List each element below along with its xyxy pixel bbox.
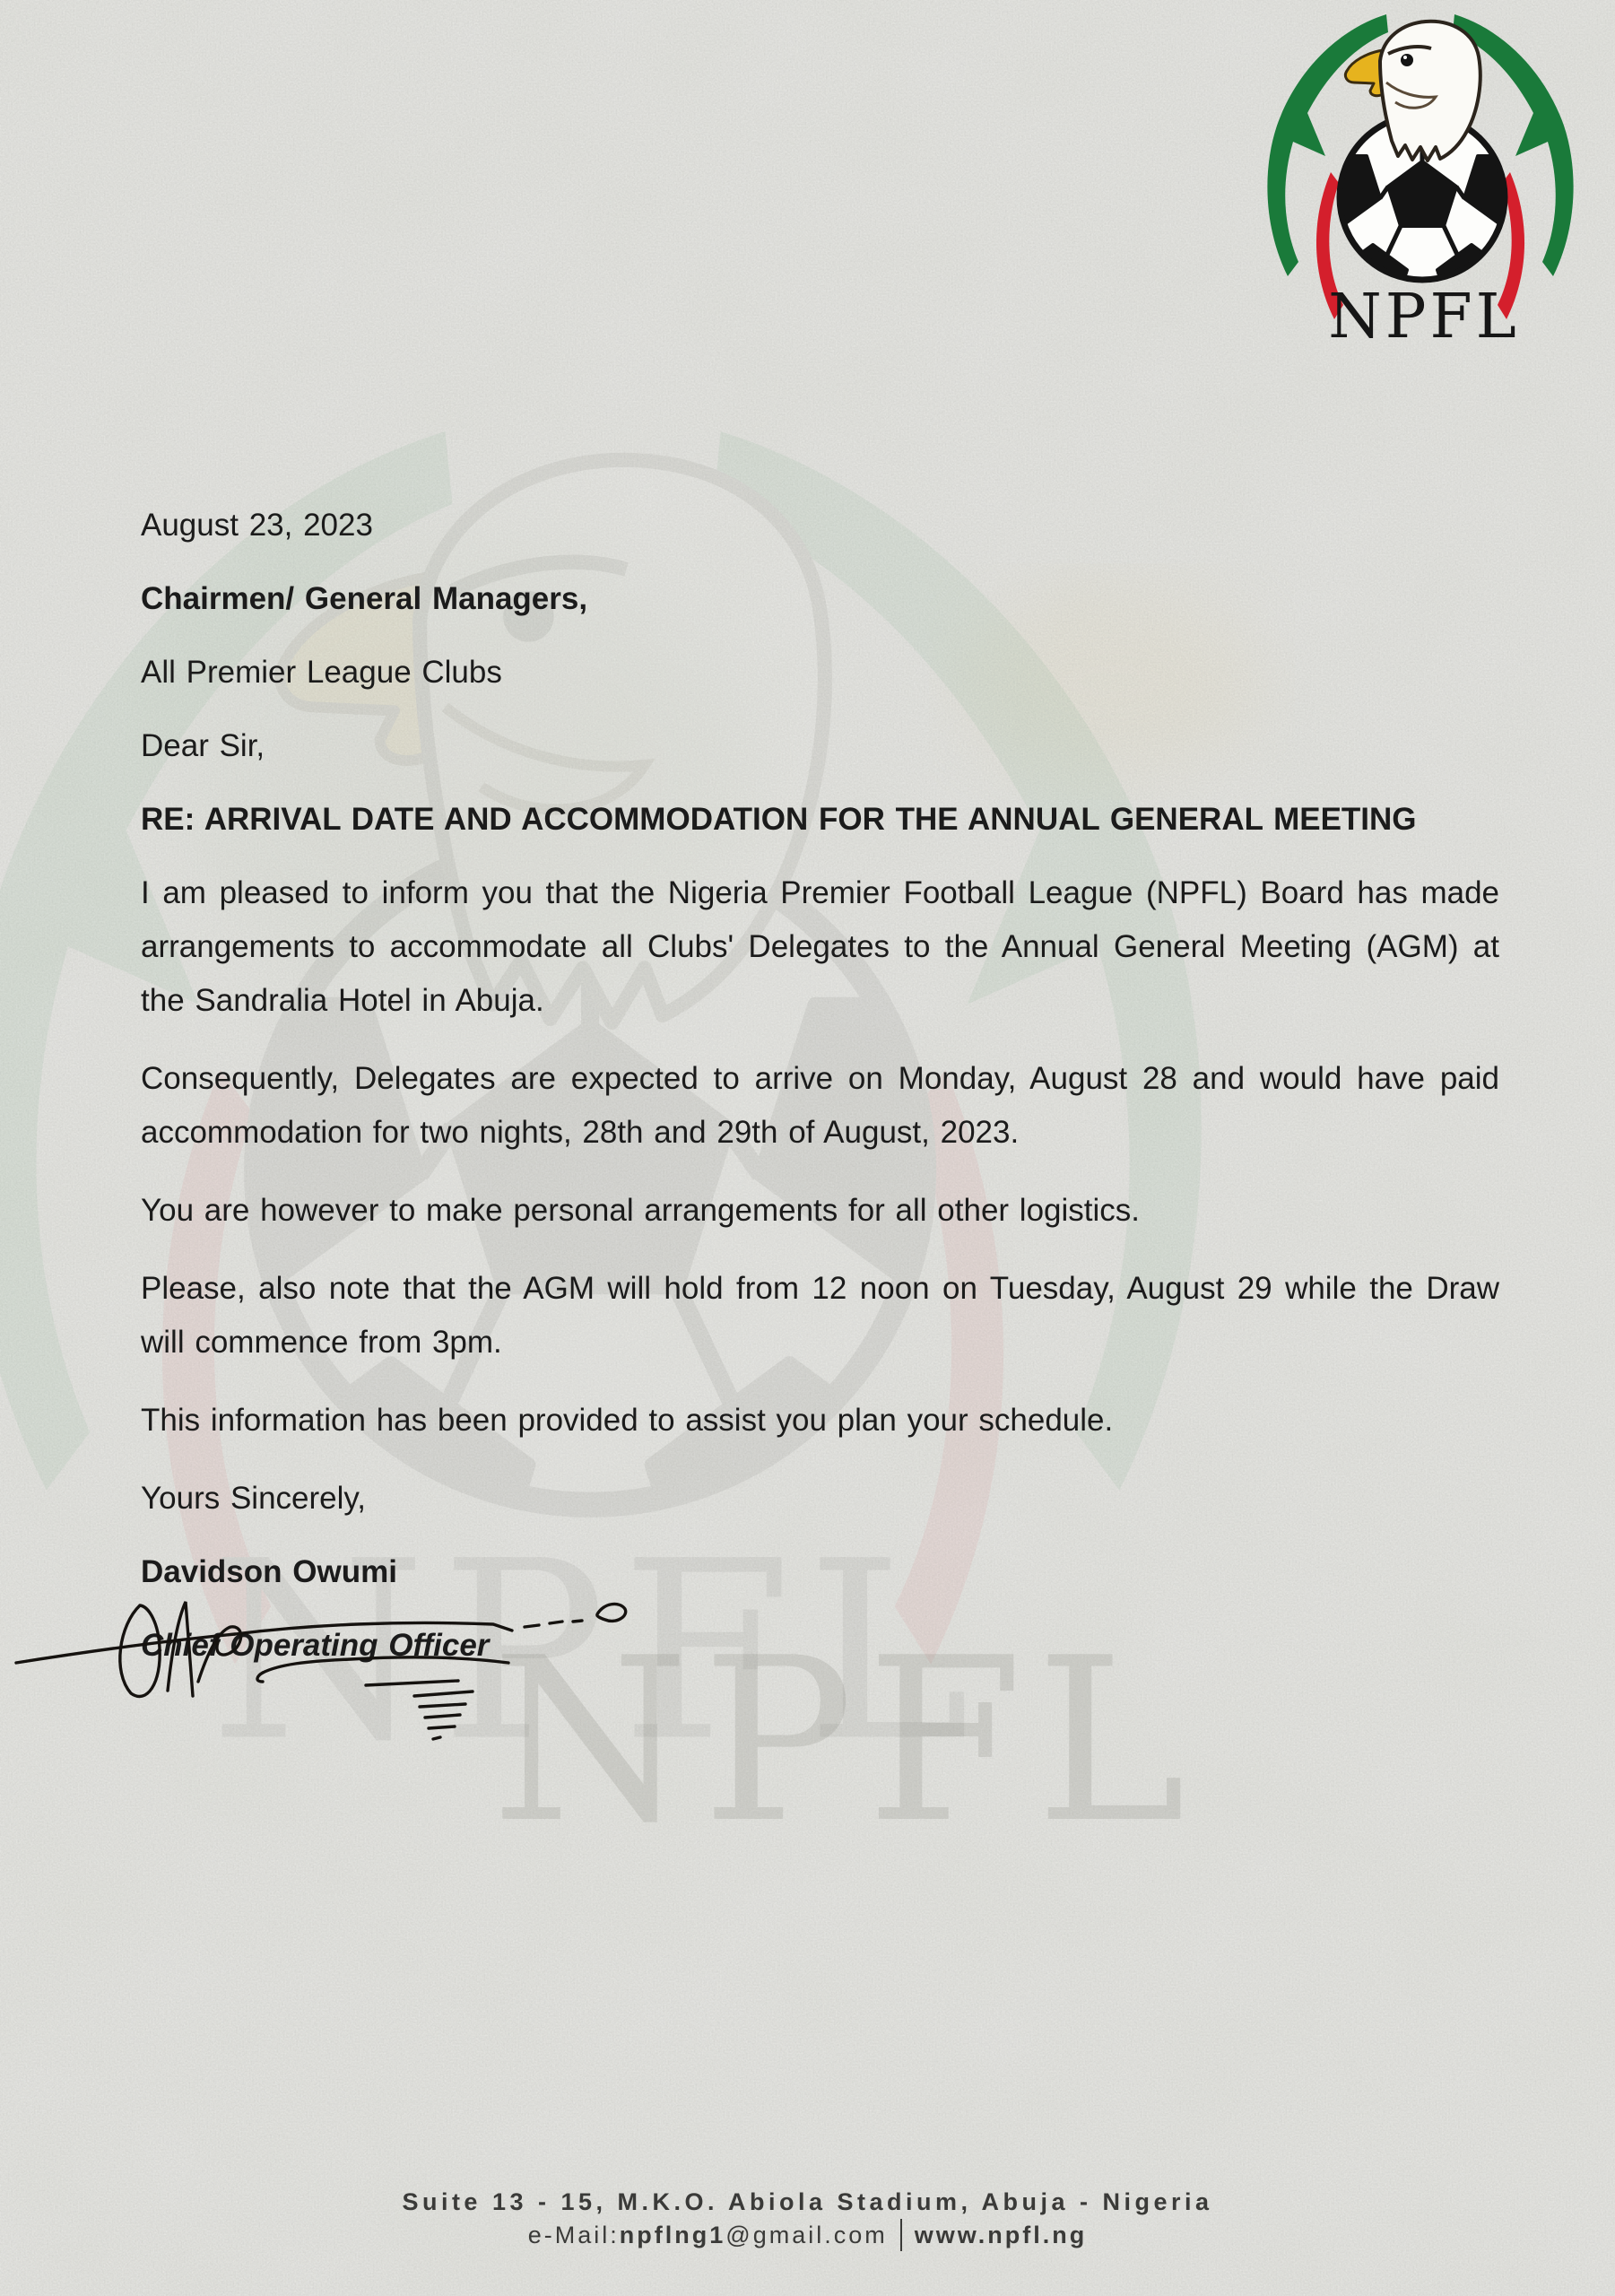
logo-wordmark: NPFL	[1328, 282, 1520, 352]
email-user: npflng1	[619, 2222, 726, 2249]
salutation: Dear Sir,	[141, 728, 265, 763]
footer	[0, 2187, 1615, 2255]
subject-line: RE: ARRIVAL DATE AND ACCOMMODATION FOR THE ANNUAL GENERAL MEETING	[141, 802, 1417, 837]
signature-scribble	[9, 1595, 646, 1752]
footer-address: Suite 13 - 15, M.K.O. Abiola Stadium, Abuja - Nigeria	[402, 2188, 1213, 2215]
footer-separator	[900, 2219, 902, 2251]
letter-content	[141, 499, 1499, 1692]
closing: Yours Sincerely,	[141, 1481, 367, 1516]
body-paragraph: Consequently, Delegates are expected to arrive on Monday, August 28 and would have paid accommodation for two nights, 28th and 29th of August, 2023.	[141, 1061, 1499, 1150]
signatory-title: Chief Operating Officer	[141, 1628, 490, 1663]
letter-date: August 23, 2023	[141, 508, 373, 543]
body-paragraph: You are however to make personal arrangements for all other logistics.	[141, 1193, 1141, 1228]
body-paragraph: This information has been provided to assist you plan your schedule.	[141, 1403, 1114, 1438]
signatory-name: Davidson Owumi	[141, 1554, 397, 1589]
email-domain: @gmail.com	[725, 2222, 888, 2249]
recipient-line: Chairmen/ General Managers,	[141, 581, 588, 616]
recipient-line: All Premier League Clubs	[141, 655, 502, 690]
footer-contact	[0, 2219, 1615, 2255]
body-paragraph: Please, also note that the AGM will hold from 12 noon on Tuesday, August 29 while the Draw will commence from 3pm.	[141, 1271, 1499, 1360]
body-paragraph: I am pleased to inform you that the Nigeria Premier Football League (NPFL) Board has made arrangements to accommodate all Clubs' Delegates to the Annual General Meeting (AGM) at the Sandralia Hotel in Abuja.	[141, 875, 1499, 1018]
npfl-logo	[1252, 4, 1589, 355]
website-link: www.npfl.ng	[914, 2222, 1088, 2249]
email-label: e-Mail:	[527, 2222, 620, 2249]
